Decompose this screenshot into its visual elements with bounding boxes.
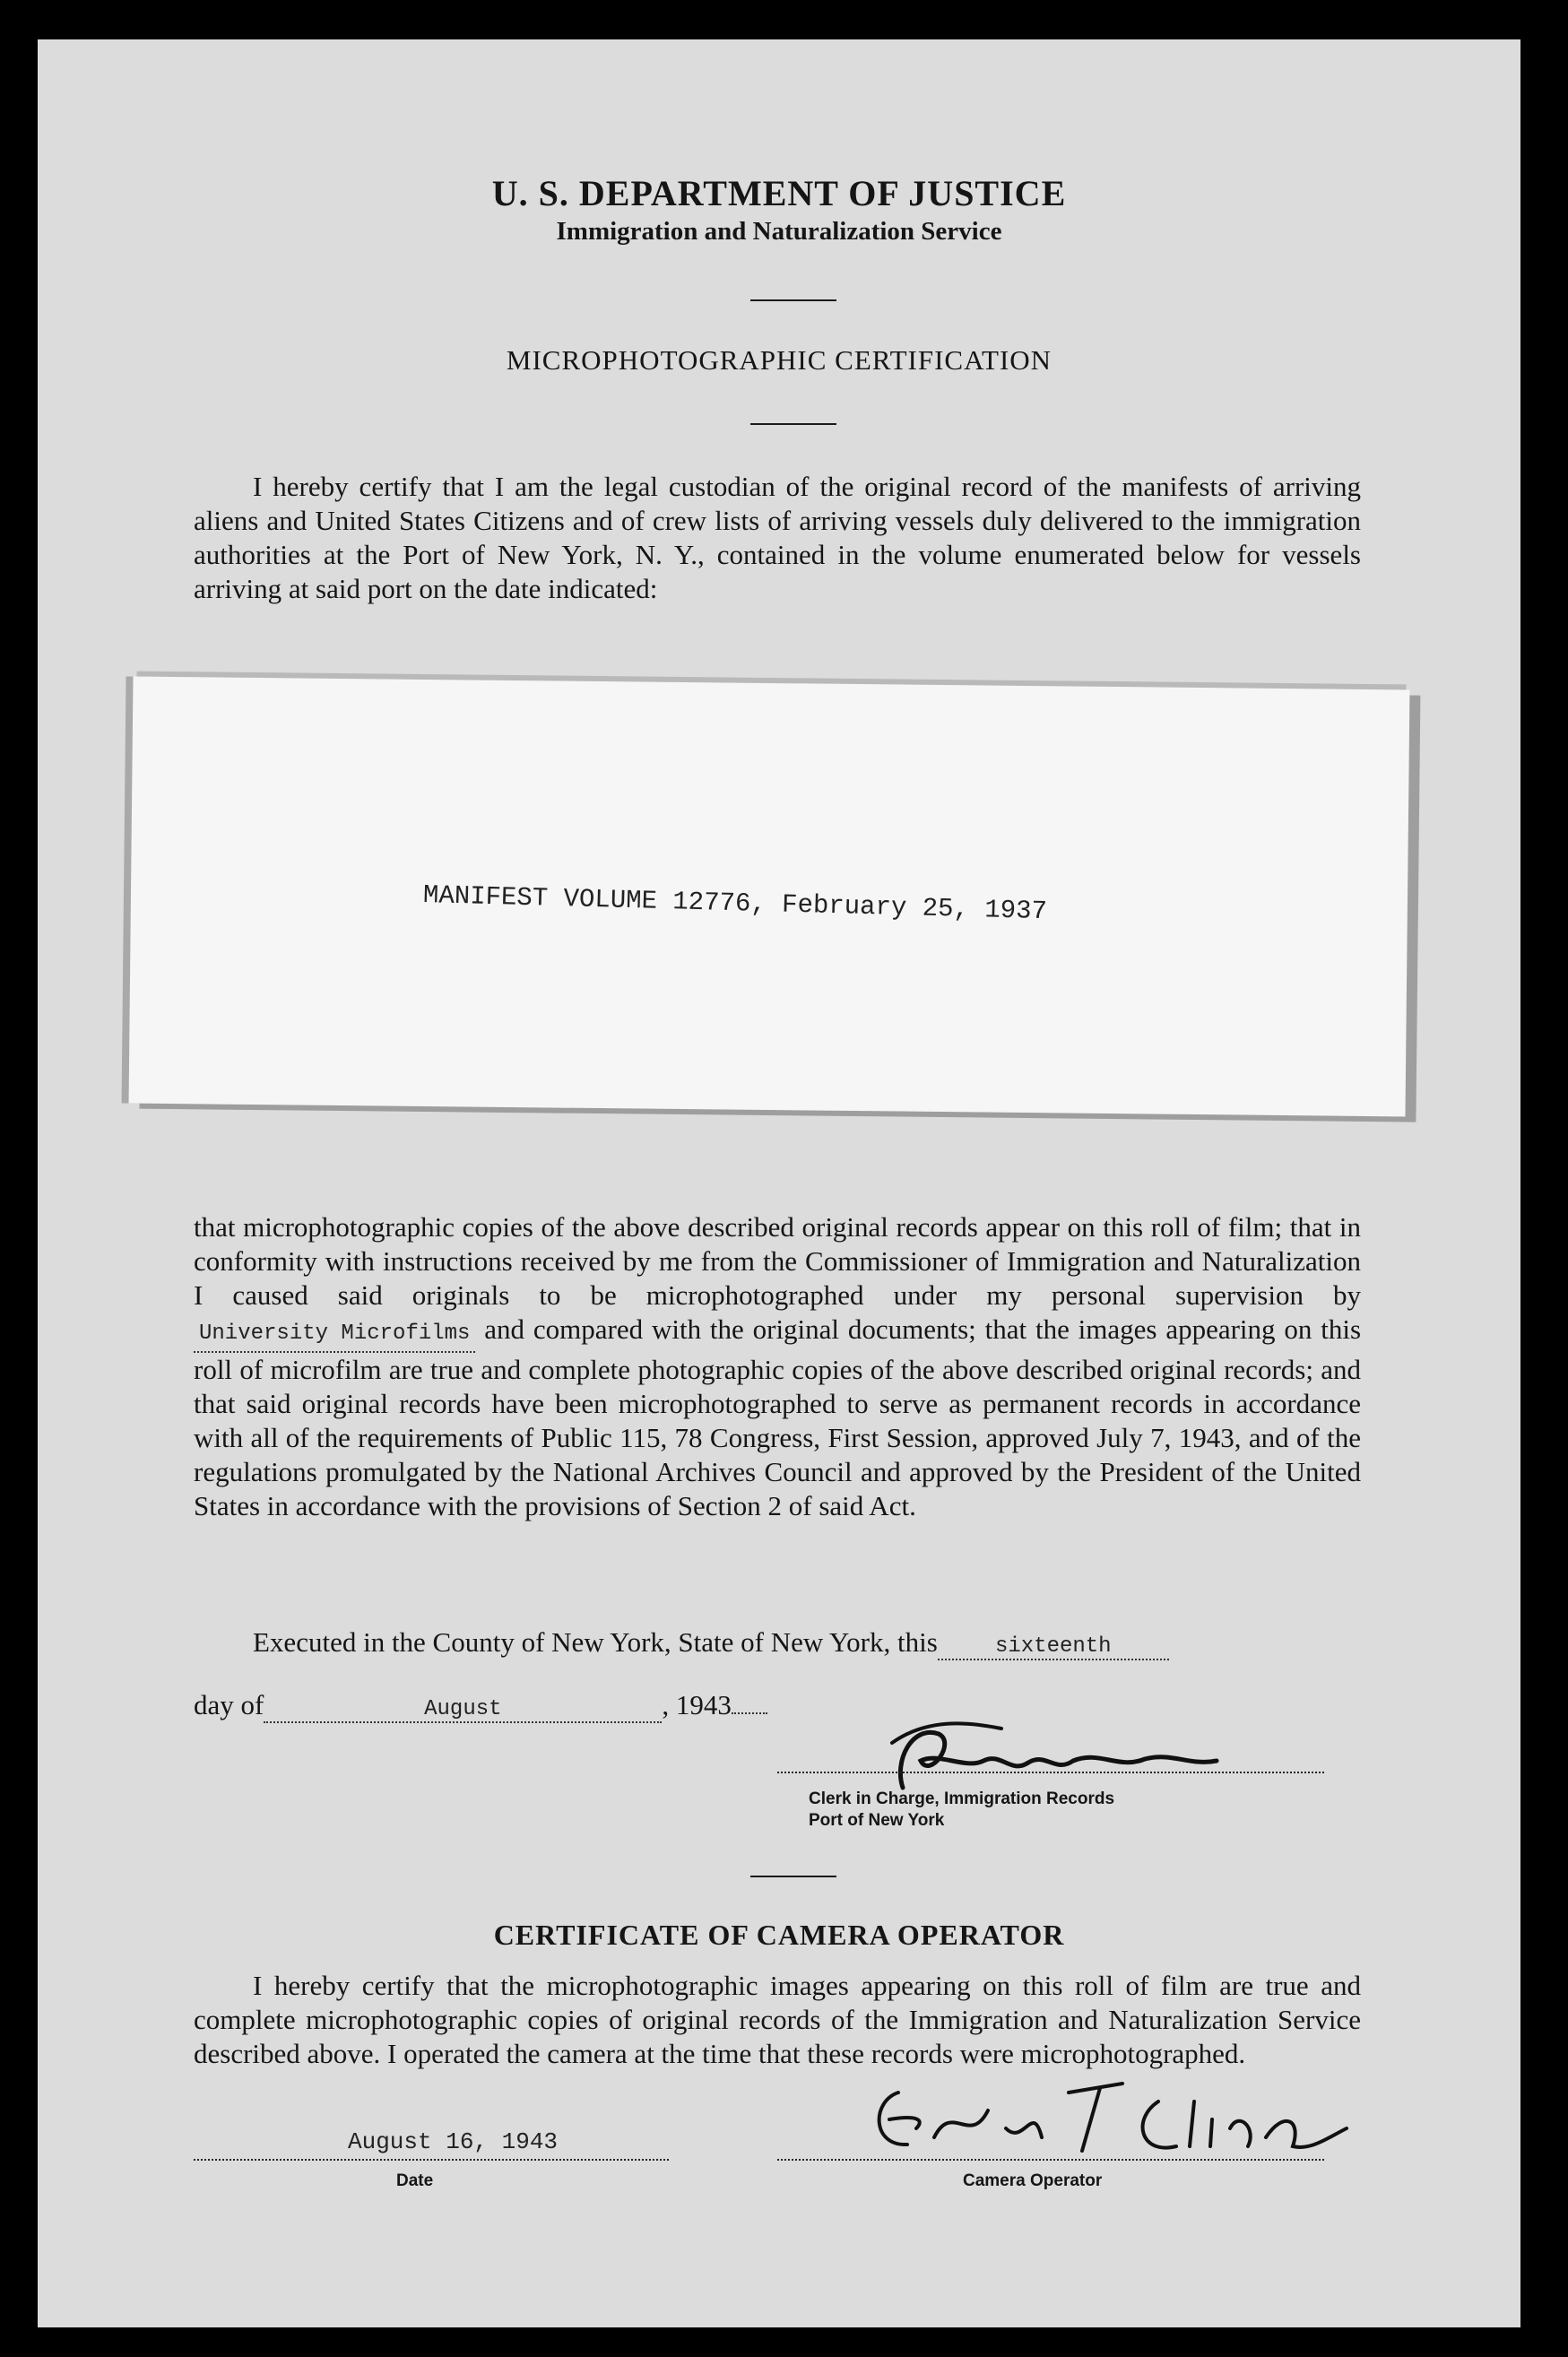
executed-prefix: Executed in the County of New York, State of New York, this <box>253 1626 938 1658</box>
intro-paragraph: I hereby certify that I am the legal custodian of the original record of the manifests of arriving aliens and United States Citizens and of crew lists of arriving vessels duly delivered to the immigration authorities at the Port of New York, N. Y., contained in the volume enumerated below for vessels arriving at said port on the date indicated: <box>194 471 1361 604</box>
clerk-title-line-2: Port of New York <box>809 1811 945 1830</box>
camera-certificate-heading: CERTIFICATE OF CAMERA OPERATOR <box>493 1919 1065 1951</box>
camera-operator-signature <box>862 2066 1364 2173</box>
executed-date-line <box>194 1689 767 1723</box>
certification-heading: MICROPHOTOGRAPHIC CERTIFICATION <box>506 344 1053 376</box>
camera-certificate-text: I hereby certify that the microphotographic images appearing on this roll of film are true and complete microphotographic copies of original records of the Immigration and Naturalization Service described above. I operated the camera at the time that these records were microphotographed. <box>194 1970 1361 2069</box>
camera-date-value: August 16, 1943 <box>348 2128 559 2155</box>
executed-day-field <box>938 1626 1169 1660</box>
divider <box>750 1876 836 1877</box>
certificate-sheet <box>38 39 1520 2327</box>
date-line <box>194 2159 669 2161</box>
body-part-2: and compared with the original documents; that the images appearing on this roll of microfilm are true and complete photographic copies of the above described original records; and that said original records have been microphotographed to serve as permanent records in accordance with all of the requirements of Public 115, 78 Congress, First Session, approved July 7, 1943, and of the regulations promulgated by the National Archives Council and approved by the President of the United States in accordance with the provisions of Section 2 of said Act. <box>194 1313 1362 1521</box>
department-title: U. S. DEPARTMENT OF JUSTICE <box>491 173 1067 213</box>
manifest-volume-text: MANIFEST VOLUME 12776, February 25, 1937 <box>422 880 1048 927</box>
clerk-signature-line <box>777 1772 1324 1773</box>
executed-month: August <box>424 1697 502 1721</box>
executed-year: , 1943 <box>662 1689 732 1720</box>
body-part-1: that microphotographic copies of the above described original records appear on this roll of film; that in conformity with instructions received by me from the Commissioner of Immigration and Naturalization I caused said originals to be microphotographed under my personal supervision by <box>194 1211 1361 1311</box>
body-paragraph <box>194 1210 1361 1523</box>
camera-operator-label: Camera Operator <box>963 2171 1103 2190</box>
month-field <box>264 1689 662 1723</box>
operator-signature-line <box>777 2159 1324 2161</box>
clerk-title-line-1: Clerk in Charge, Immigration Records <box>809 1789 1115 1808</box>
executed-day: sixteenth <box>994 1634 1112 1659</box>
supervisor-value: University Microfilms <box>199 1321 471 1346</box>
divider <box>750 423 836 425</box>
supervisor-field <box>194 1313 475 1353</box>
divider <box>750 299 836 301</box>
service-subtitle: Immigration and Naturalization Service <box>556 217 1002 246</box>
executed-line <box>253 1626 1169 1660</box>
day-of-label: day of <box>194 1689 264 1720</box>
date-label: Date <box>396 2171 434 2190</box>
